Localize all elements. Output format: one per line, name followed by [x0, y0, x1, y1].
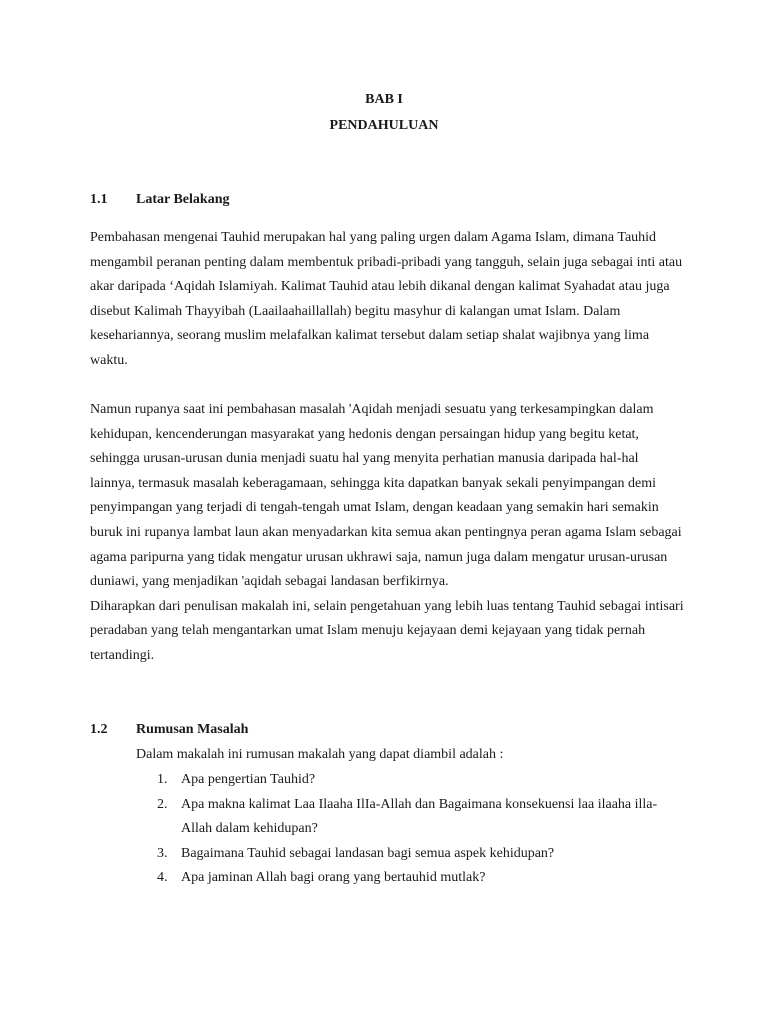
list-item [136, 768, 657, 793]
list-item [136, 793, 657, 842]
paragraph-line: penyimpangan yang terjadi di tengah-tengah umat Islam, dengan keadaan yang semakin hari semakin [90, 500, 659, 516]
list-number: 2. [157, 796, 168, 812]
paragraph-line: kesehariannya, seorang muslim melafalkan kalimat tersebut dalam setiap shalat wajibnya yang lima [90, 328, 650, 344]
paragraph-2 [90, 398, 690, 669]
list-item-text: Apa makna kalimat Laa Ilaaha IlIa-Allah dan Bagaimana konsekuensi laa ilaaha illa- [181, 796, 658, 812]
paragraph-line: Namun rupanya saat ini pembahasan masalah 'Aqidah menjadi sesuatu yang terkesampingkan dalam [90, 402, 654, 417]
list-item-text: Allah dalam kehidupan? [181, 821, 318, 837]
chapter-title: PENDAHULUAN [329, 118, 439, 133]
question-list [136, 768, 657, 891]
list-number: 4. [157, 870, 168, 886]
list-number: 3. [157, 845, 168, 861]
chapter-label: BAB I [365, 92, 403, 107]
paragraph-line: tertandingi. [90, 647, 155, 663]
section-number: 1.1 [90, 192, 108, 207]
list-item [136, 842, 657, 867]
list-number: 1. [157, 772, 168, 787]
list-item-text: Bagaimana Tauhid sebagai landasan bagi semua aspek kehidupan? [181, 845, 555, 861]
list-item [136, 866, 657, 891]
paragraph-line: sehingga urusan-urusan dunia menjadi suatu hal yang menyita perhatian manusia daripada hal-hal [90, 451, 639, 467]
section-heading-rumusan-masalah [90, 722, 248, 738]
paragraph-line: kehidupan, kencenderungan masyarakat yang hedonis dengan persaingan hidup yang begitu ketat, [90, 426, 639, 442]
section-heading-latar-belakang [90, 192, 229, 208]
list-item-text: Apa jaminan Allah bagi orang yang bertauhid mutlak? [181, 870, 486, 886]
list-item-text: Apa pengertian Tauhid? [181, 772, 316, 787]
paragraph-line: disebut Kalimah Thayyibah (Laailaahaillallah) begitu masyhur di kalangan umat Islam. Dalam [90, 303, 621, 319]
section-title: Rumusan Masalah [136, 722, 249, 737]
paragraph-line: lainnya, termasuk masalah keberagamaan, sehingga kita dapatkan banyak sekali penyimpangan demi [90, 475, 657, 491]
section-number: 1.2 [90, 722, 108, 737]
section-title: Latar Belakang [136, 192, 230, 207]
paragraph-line: akar daripada ‘Aqidah Islamiyah. Kalimat Tauhid atau lebih dikanal dengan kalimat Syahadat atau juga [90, 279, 670, 295]
paragraph-line: waktu. [90, 352, 128, 368]
paragraph-line: agama paripurna yang tidak mengatur urusan ukhrawi saja, namun juga dalam mengatur urusan-urusan [90, 549, 668, 565]
paragraph-line: peradaban yang telah mengantarkan umat Islam menuju kejayaan demi kejayaan yang tidak pernah [90, 623, 646, 639]
paragraph-line: duniawi, yang menjadikan 'aqidah sebagai landasan berfikirnya. [90, 574, 449, 590]
list-intro: Dalam makalah ini rumusan makalah yang dapat diambil adalah : [136, 747, 504, 762]
paragraph-line: Pembahasan mengenai Tauhid merupakan hal yang paling urgen dalam Agama Islam, dimana Tauhid [90, 230, 657, 245]
paragraph-1 [90, 226, 690, 374]
paragraph-line: buruk ini rupanya lambat laun akan menyadarkan kita semua akan pentingnya peran agama Islam sebagai [90, 524, 682, 540]
paragraph-line: Diharapkan dari penulisan makalah ini, selain pengetahuan yang lebih luas tentang Tauhid sebagai intisari [90, 598, 684, 614]
paragraph-line: mengambil peranan penting dalam membentuk pribadi-pribadi yang tangguh, selain juga sebagai inti atau [90, 254, 683, 270]
